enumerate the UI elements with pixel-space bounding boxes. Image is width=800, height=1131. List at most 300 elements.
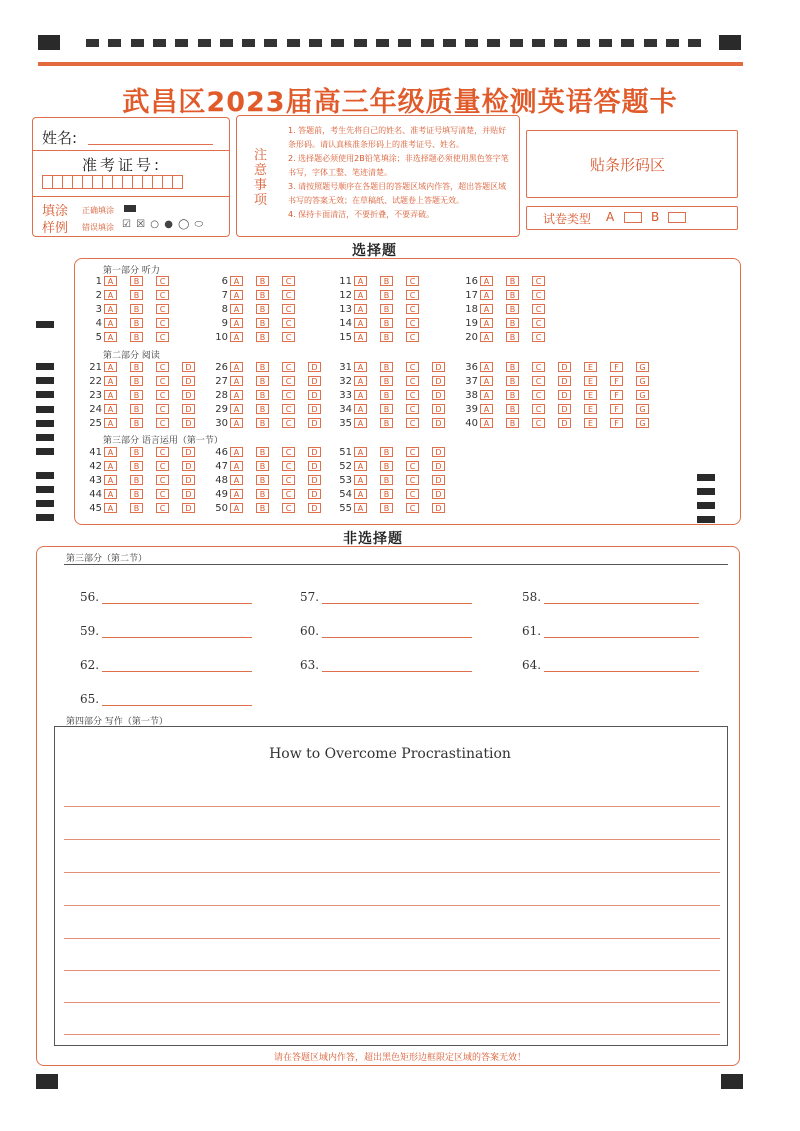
option-d-bubble[interactable]: D bbox=[432, 447, 445, 457]
writing-line[interactable] bbox=[64, 872, 720, 873]
option-b-bubble[interactable]: B bbox=[130, 489, 143, 499]
option-b-bubble[interactable]: B bbox=[256, 376, 269, 386]
option-c-bubble[interactable]: C bbox=[406, 290, 419, 300]
option-b-bubble[interactable]: B bbox=[380, 447, 393, 457]
option-c-bubble[interactable]: C bbox=[156, 475, 169, 485]
timing-dash bbox=[688, 39, 701, 47]
option-f-bubble[interactable]: F bbox=[610, 404, 623, 414]
option-c-bubble[interactable]: C bbox=[282, 332, 295, 342]
option-e-bubble[interactable]: E bbox=[584, 404, 597, 414]
option-f-bubble[interactable]: F bbox=[610, 362, 623, 372]
blank-number: 61. bbox=[522, 624, 542, 638]
part3-title: 第三部分 语言运用（第一节） bbox=[103, 436, 223, 446]
option-b-bubble[interactable]: B bbox=[506, 304, 519, 314]
option-c-bubble[interactable]: C bbox=[156, 390, 169, 400]
blank-65[interactable] bbox=[80, 692, 99, 706]
option-c-bubble[interactable]: C bbox=[406, 376, 419, 386]
wrong-fill-label: 错误填涂 bbox=[82, 223, 114, 232]
option-d-bubble[interactable]: D bbox=[432, 418, 445, 428]
option-c-bubble[interactable]: C bbox=[156, 418, 169, 428]
option-c-bubble[interactable]: C bbox=[406, 304, 419, 314]
option-c-bubble[interactable]: C bbox=[156, 503, 169, 513]
option-b-bubble[interactable]: B bbox=[130, 290, 143, 300]
option-c-bubble[interactable]: C bbox=[406, 418, 419, 428]
option-a-bubble[interactable]: A bbox=[230, 475, 243, 485]
option-c-bubble[interactable]: C bbox=[156, 290, 169, 300]
blank-line[interactable] bbox=[102, 603, 252, 604]
timing-mark bbox=[36, 420, 54, 427]
option-c-bubble[interactable]: C bbox=[282, 503, 295, 513]
question-number: 52 bbox=[339, 461, 352, 472]
timing-dash bbox=[354, 39, 367, 47]
blank-62[interactable] bbox=[80, 658, 99, 672]
option-d-bubble[interactable]: D bbox=[182, 390, 195, 400]
option-a-bubble[interactable]: A bbox=[480, 304, 493, 314]
option-b-bubble[interactable]: B bbox=[256, 276, 269, 286]
option-c-bubble[interactable]: C bbox=[156, 304, 169, 314]
option-c-bubble[interactable]: C bbox=[532, 404, 545, 414]
option-c-bubble[interactable]: C bbox=[156, 447, 169, 457]
option-c-bubble[interactable]: C bbox=[156, 489, 169, 499]
option-a-bubble[interactable]: A bbox=[104, 503, 117, 513]
option-e-bubble[interactable]: E bbox=[584, 418, 597, 428]
option-c-bubble[interactable]: C bbox=[282, 304, 295, 314]
option-a-bubble[interactable]: A bbox=[354, 418, 367, 428]
blank-60[interactable] bbox=[300, 624, 319, 638]
option-d-bubble[interactable]: D bbox=[182, 489, 195, 499]
option-d-bubble[interactable]: D bbox=[182, 404, 195, 414]
option-g-bubble[interactable]: G bbox=[636, 390, 649, 400]
option-f-bubble[interactable]: F bbox=[610, 390, 623, 400]
option-b-bubble[interactable]: B bbox=[130, 503, 143, 513]
blank-59[interactable] bbox=[80, 624, 99, 638]
option-b-bubble[interactable]: B bbox=[130, 404, 143, 414]
option-c-bubble[interactable]: C bbox=[156, 362, 169, 372]
option-c-bubble[interactable]: C bbox=[282, 404, 295, 414]
option-g-bubble[interactable]: G bbox=[636, 418, 649, 428]
option-c-bubble[interactable]: C bbox=[532, 376, 545, 386]
option-a-bubble[interactable]: A bbox=[230, 332, 243, 342]
paper-type-label: 试卷类型 bbox=[543, 212, 592, 226]
option-a-bubble[interactable]: A bbox=[230, 404, 243, 414]
option-b-bubble[interactable]: B bbox=[130, 304, 143, 314]
option-c-bubble[interactable]: C bbox=[532, 318, 545, 328]
option-a-bubble[interactable]: A bbox=[354, 404, 367, 414]
option-d-bubble[interactable]: D bbox=[558, 376, 571, 386]
option-c-bubble[interactable]: C bbox=[406, 461, 419, 471]
option-a-bubble[interactable]: A bbox=[104, 276, 117, 286]
option-a-bubble[interactable]: A bbox=[354, 332, 367, 342]
option-a-bubble[interactable]: A bbox=[230, 461, 243, 471]
option-g-bubble[interactable]: G bbox=[636, 362, 649, 372]
question-number: 48 bbox=[215, 475, 228, 486]
blank-57[interactable] bbox=[300, 590, 319, 604]
option-d-bubble[interactable]: D bbox=[308, 362, 321, 372]
option-b-bubble[interactable]: B bbox=[256, 503, 269, 513]
option-c-bubble[interactable]: C bbox=[282, 376, 295, 386]
question-number: 18 bbox=[465, 304, 478, 315]
option-c-bubble[interactable]: C bbox=[406, 332, 419, 342]
option-c-bubble[interactable]: C bbox=[282, 390, 295, 400]
option-c-bubble[interactable]: C bbox=[406, 276, 419, 286]
option-b-bubble[interactable]: B bbox=[380, 290, 393, 300]
option-a-bubble[interactable]: A bbox=[480, 404, 493, 414]
option-c-bubble[interactable]: C bbox=[282, 362, 295, 372]
option-b-bubble[interactable]: B bbox=[380, 404, 393, 414]
timing-dash bbox=[220, 39, 233, 47]
option-d-bubble[interactable]: D bbox=[182, 475, 195, 485]
option-c-bubble[interactable]: C bbox=[282, 475, 295, 485]
option-c-bubble[interactable]: C bbox=[156, 332, 169, 342]
notice-item: 2. 选择题必须使用2B铅笔填涂；非选择题必须使用黑色签字笔书写，字体工整、笔迹清楚。 bbox=[288, 154, 509, 177]
option-a-bubble[interactable]: A bbox=[230, 503, 243, 513]
timing-dash bbox=[86, 39, 99, 47]
option-d-bubble[interactable]: D bbox=[182, 447, 195, 457]
question-number: 27 bbox=[215, 376, 228, 387]
option-d-bubble[interactable]: D bbox=[308, 461, 321, 471]
option-b-bubble[interactable]: B bbox=[256, 304, 269, 314]
option-a-bubble[interactable]: A bbox=[230, 276, 243, 286]
option-c-bubble[interactable]: C bbox=[532, 362, 545, 372]
option-c-bubble[interactable]: C bbox=[282, 290, 295, 300]
option-d-bubble[interactable]: D bbox=[432, 461, 445, 471]
question-number: 53 bbox=[339, 475, 352, 486]
blank-line[interactable] bbox=[544, 603, 699, 604]
option-d-bubble[interactable]: D bbox=[432, 489, 445, 499]
writing-line[interactable] bbox=[64, 970, 720, 971]
writing-line[interactable] bbox=[64, 1034, 720, 1035]
corner-mark-bottom-left bbox=[36, 1074, 58, 1089]
paper-type-b-box[interactable] bbox=[668, 212, 686, 223]
writing-line[interactable] bbox=[64, 839, 720, 840]
part3-2-title: 第三部分（第二节） bbox=[66, 554, 148, 564]
option-a-bubble[interactable]: A bbox=[480, 290, 493, 300]
option-c-bubble[interactable]: C bbox=[282, 447, 295, 457]
option-b-bubble[interactable]: B bbox=[256, 475, 269, 485]
question-30 bbox=[212, 417, 334, 430]
option-b-bubble[interactable]: B bbox=[256, 447, 269, 457]
option-b-bubble[interactable]: B bbox=[380, 362, 393, 372]
option-a-bubble[interactable]: A bbox=[104, 404, 117, 414]
writing-line[interactable] bbox=[64, 938, 720, 939]
timing-dash bbox=[131, 39, 144, 47]
option-b-bubble[interactable]: B bbox=[130, 332, 143, 342]
option-b-bubble[interactable]: B bbox=[506, 332, 519, 342]
option-d-bubble[interactable]: D bbox=[308, 489, 321, 499]
option-d-bubble[interactable]: D bbox=[182, 362, 195, 372]
option-d-bubble[interactable]: D bbox=[308, 418, 321, 428]
option-c-bubble[interactable]: C bbox=[156, 404, 169, 414]
notice-item: 1. 答题前，考生先将自己的姓名、准考证号填写清楚，并贴好条形码。请认真核准条形码上的准考证号、姓名。 bbox=[288, 126, 507, 149]
question-10 bbox=[212, 331, 308, 344]
blank-line[interactable] bbox=[322, 603, 472, 604]
question-27 bbox=[212, 375, 334, 388]
option-a-bubble[interactable]: A bbox=[104, 418, 117, 428]
blank-line[interactable] bbox=[544, 637, 699, 638]
option-c-bubble[interactable]: C bbox=[282, 318, 295, 328]
timing-dash bbox=[666, 39, 679, 47]
option-c-bubble[interactable]: C bbox=[406, 503, 419, 513]
option-a-bubble[interactable]: A bbox=[480, 376, 493, 386]
option-b-bubble[interactable]: B bbox=[130, 447, 143, 457]
option-a-bubble[interactable]: A bbox=[354, 447, 367, 457]
option-e-bubble[interactable]: E bbox=[584, 376, 597, 386]
question-41 bbox=[86, 446, 208, 459]
option-b-bubble[interactable]: B bbox=[380, 318, 393, 328]
blank-line[interactable] bbox=[102, 637, 252, 638]
option-c-bubble[interactable]: C bbox=[282, 461, 295, 471]
option-b-bubble[interactable]: B bbox=[380, 304, 393, 314]
option-a-bubble[interactable]: A bbox=[354, 304, 367, 314]
option-b-bubble[interactable]: B bbox=[380, 461, 393, 471]
option-c-bubble[interactable]: C bbox=[406, 489, 419, 499]
option-d-bubble[interactable]: D bbox=[432, 362, 445, 372]
option-c-bubble[interactable]: C bbox=[406, 404, 419, 414]
option-a-bubble[interactable]: A bbox=[104, 447, 117, 457]
blank-64[interactable] bbox=[522, 658, 541, 672]
timing-mark bbox=[36, 514, 54, 521]
question-46 bbox=[212, 446, 334, 459]
option-b-bubble[interactable]: B bbox=[256, 362, 269, 372]
option-b-bubble[interactable]: B bbox=[380, 418, 393, 428]
exam-id-cell[interactable] bbox=[172, 175, 183, 189]
wrong-fill-samples: ☑ ☒ ○ ● ◯ ⬭ bbox=[122, 219, 205, 230]
question-47 bbox=[212, 460, 334, 473]
question-number: 11 bbox=[339, 276, 352, 287]
option-b-bubble[interactable]: B bbox=[506, 404, 519, 414]
option-c-bubble[interactable]: C bbox=[406, 390, 419, 400]
option-d-bubble[interactable]: D bbox=[432, 503, 445, 513]
option-b-bubble[interactable]: B bbox=[380, 503, 393, 513]
option-b-bubble[interactable]: B bbox=[130, 461, 143, 471]
option-f-bubble[interactable]: F bbox=[610, 376, 623, 386]
option-a-bubble[interactable]: A bbox=[230, 447, 243, 457]
barcode-label: 贴条形码区 bbox=[590, 156, 666, 174]
option-a-bubble[interactable]: A bbox=[354, 503, 367, 513]
option-c-bubble[interactable]: C bbox=[156, 318, 169, 328]
question-3 bbox=[86, 303, 182, 316]
option-c-bubble[interactable]: C bbox=[406, 447, 419, 457]
option-b-bubble[interactable]: B bbox=[130, 390, 143, 400]
option-b-bubble[interactable]: B bbox=[130, 418, 143, 428]
option-b-bubble[interactable]: B bbox=[130, 318, 143, 328]
option-a-bubble[interactable]: A bbox=[104, 332, 117, 342]
option-d-bubble[interactable]: D bbox=[432, 390, 445, 400]
option-b-bubble[interactable]: B bbox=[130, 362, 143, 372]
paper-type-a-box[interactable] bbox=[624, 212, 642, 223]
option-a-bubble[interactable]: A bbox=[480, 362, 493, 372]
blank-line[interactable] bbox=[102, 671, 252, 672]
option-d-bubble[interactable]: D bbox=[308, 376, 321, 386]
option-a-bubble[interactable]: A bbox=[230, 362, 243, 372]
option-b-bubble[interactable]: B bbox=[256, 390, 269, 400]
option-a-bubble[interactable]: A bbox=[354, 461, 367, 471]
option-a-bubble[interactable]: A bbox=[354, 318, 367, 328]
option-d-bubble[interactable]: D bbox=[182, 376, 195, 386]
option-a-bubble[interactable]: A bbox=[354, 489, 367, 499]
blank-number: 63. bbox=[300, 658, 320, 672]
blank-56[interactable] bbox=[80, 590, 99, 604]
blank-line[interactable] bbox=[322, 637, 472, 638]
option-c-bubble[interactable]: C bbox=[282, 489, 295, 499]
option-a-bubble[interactable]: A bbox=[104, 376, 117, 386]
option-b-bubble[interactable]: B bbox=[256, 318, 269, 328]
option-f-bubble[interactable]: F bbox=[610, 418, 623, 428]
question-15 bbox=[336, 331, 432, 344]
option-d-bubble[interactable]: D bbox=[182, 461, 195, 471]
option-c-bubble[interactable]: C bbox=[532, 276, 545, 286]
option-a-bubble[interactable]: A bbox=[104, 461, 117, 471]
option-a-bubble[interactable]: A bbox=[230, 318, 243, 328]
question-37 bbox=[462, 375, 662, 388]
timing-mark bbox=[36, 486, 54, 493]
option-c-bubble[interactable]: C bbox=[282, 276, 295, 286]
option-d-bubble[interactable]: D bbox=[308, 503, 321, 513]
option-b-bubble[interactable]: B bbox=[256, 489, 269, 499]
option-a-bubble[interactable]: A bbox=[354, 390, 367, 400]
option-b-bubble[interactable]: B bbox=[380, 475, 393, 485]
exam-id-grid[interactable] bbox=[42, 174, 182, 193]
option-b-bubble[interactable]: B bbox=[506, 390, 519, 400]
option-b-bubble[interactable]: B bbox=[380, 276, 393, 286]
question-number: 16 bbox=[465, 276, 478, 287]
option-a-bubble[interactable]: A bbox=[104, 290, 117, 300]
option-a-bubble[interactable]: A bbox=[104, 318, 117, 328]
option-a-bubble[interactable]: A bbox=[104, 489, 117, 499]
option-c-bubble[interactable]: C bbox=[532, 304, 545, 314]
info-divider bbox=[33, 150, 229, 151]
option-b-bubble[interactable]: B bbox=[380, 390, 393, 400]
option-a-bubble[interactable]: A bbox=[230, 290, 243, 300]
option-a-bubble[interactable]: A bbox=[230, 304, 243, 314]
part4-title: 第四部分 写作（第一节） bbox=[66, 717, 168, 727]
question-number: 36 bbox=[465, 362, 478, 373]
blank-number: 60. bbox=[300, 624, 320, 638]
option-d-bubble[interactable]: D bbox=[308, 404, 321, 414]
option-b-bubble[interactable]: B bbox=[130, 376, 143, 386]
blank-line[interactable] bbox=[102, 705, 252, 706]
option-b-bubble[interactable]: B bbox=[506, 276, 519, 286]
question-34 bbox=[336, 403, 458, 416]
option-d-bubble[interactable]: D bbox=[182, 503, 195, 513]
option-c-bubble[interactable]: C bbox=[532, 290, 545, 300]
question-39 bbox=[462, 403, 662, 416]
option-d-bubble[interactable]: D bbox=[432, 475, 445, 485]
option-d-bubble[interactable]: D bbox=[182, 418, 195, 428]
option-a-bubble[interactable]: A bbox=[480, 318, 493, 328]
option-a-bubble[interactable]: A bbox=[230, 418, 243, 428]
blank-line[interactable] bbox=[544, 671, 699, 672]
writing-line[interactable] bbox=[64, 806, 720, 807]
option-b-bubble[interactable]: B bbox=[380, 489, 393, 499]
option-a-bubble[interactable]: A bbox=[230, 390, 243, 400]
question-35 bbox=[336, 417, 458, 430]
option-b-bubble[interactable]: B bbox=[130, 475, 143, 485]
question-19 bbox=[462, 317, 558, 330]
option-e-bubble[interactable]: E bbox=[584, 390, 597, 400]
option-c-bubble[interactable]: C bbox=[156, 461, 169, 471]
option-d-bubble[interactable]: D bbox=[432, 404, 445, 414]
option-b-bubble[interactable]: B bbox=[380, 332, 393, 342]
option-a-bubble[interactable]: A bbox=[354, 475, 367, 485]
option-c-bubble[interactable]: C bbox=[406, 318, 419, 328]
writing-line[interactable] bbox=[64, 1002, 720, 1003]
blank-line[interactable] bbox=[322, 671, 472, 672]
option-b-bubble[interactable]: B bbox=[506, 418, 519, 428]
question-14 bbox=[336, 317, 432, 330]
option-a-bubble[interactable]: A bbox=[354, 276, 367, 286]
question-number: 46 bbox=[215, 447, 228, 458]
option-a-bubble[interactable]: A bbox=[104, 390, 117, 400]
option-b-bubble[interactable]: B bbox=[256, 404, 269, 414]
option-c-bubble[interactable]: C bbox=[282, 418, 295, 428]
option-e-bubble[interactable]: E bbox=[584, 362, 597, 372]
option-d-bubble[interactable]: D bbox=[432, 376, 445, 386]
blank-number: 59. bbox=[80, 624, 100, 638]
blank-63[interactable] bbox=[300, 658, 319, 672]
option-a-bubble[interactable]: A bbox=[230, 489, 243, 499]
blank-58[interactable] bbox=[522, 590, 541, 604]
option-a-bubble[interactable]: A bbox=[480, 418, 493, 428]
option-b-bubble[interactable]: B bbox=[130, 276, 143, 286]
option-b-bubble[interactable]: B bbox=[380, 376, 393, 386]
option-b-bubble[interactable]: B bbox=[506, 318, 519, 328]
option-b-bubble[interactable]: B bbox=[256, 332, 269, 342]
option-d-bubble[interactable]: D bbox=[308, 447, 321, 457]
name-line[interactable] bbox=[88, 144, 213, 145]
option-d-bubble[interactable]: D bbox=[558, 418, 571, 428]
option-b-bubble[interactable]: B bbox=[256, 418, 269, 428]
option-d-bubble[interactable]: D bbox=[308, 390, 321, 400]
option-d-bubble[interactable]: D bbox=[558, 404, 571, 414]
blank-61[interactable] bbox=[522, 624, 541, 638]
option-c-bubble[interactable]: C bbox=[532, 390, 545, 400]
info-divider-2 bbox=[33, 196, 229, 197]
question-45 bbox=[86, 502, 208, 515]
option-a-bubble[interactable]: A bbox=[354, 290, 367, 300]
option-a-bubble[interactable]: A bbox=[354, 362, 367, 372]
question-number: 19 bbox=[465, 318, 478, 329]
option-a-bubble[interactable]: A bbox=[230, 376, 243, 386]
option-b-bubble[interactable]: B bbox=[256, 290, 269, 300]
option-c-bubble[interactable]: C bbox=[406, 362, 419, 372]
option-a-bubble[interactable]: A bbox=[480, 276, 493, 286]
option-b-bubble[interactable]: B bbox=[506, 362, 519, 372]
option-c-bubble[interactable]: C bbox=[156, 376, 169, 386]
option-g-bubble[interactable]: G bbox=[636, 404, 649, 414]
option-b-bubble[interactable]: B bbox=[506, 290, 519, 300]
option-d-bubble[interactable]: D bbox=[308, 475, 321, 485]
option-c-bubble[interactable]: C bbox=[156, 276, 169, 286]
option-d-bubble[interactable]: D bbox=[558, 362, 571, 372]
option-c-bubble[interactable]: C bbox=[532, 332, 545, 342]
question-number: 7 bbox=[221, 290, 228, 301]
question-number: 21 bbox=[89, 362, 102, 373]
option-a-bubble[interactable]: A bbox=[480, 390, 493, 400]
option-a-bubble[interactable]: A bbox=[104, 475, 117, 485]
option-g-bubble[interactable]: G bbox=[636, 376, 649, 386]
writing-line[interactable] bbox=[64, 905, 720, 906]
option-a-bubble[interactable]: A bbox=[104, 304, 117, 314]
option-a-bubble[interactable]: A bbox=[104, 362, 117, 372]
option-b-bubble[interactable]: B bbox=[506, 376, 519, 386]
option-a-bubble[interactable]: A bbox=[480, 332, 493, 342]
option-c-bubble[interactable]: C bbox=[406, 475, 419, 485]
option-a-bubble[interactable]: A bbox=[354, 376, 367, 386]
option-b-bubble[interactable]: B bbox=[256, 461, 269, 471]
option-d-bubble[interactable]: D bbox=[558, 390, 571, 400]
option-c-bubble[interactable]: C bbox=[532, 418, 545, 428]
